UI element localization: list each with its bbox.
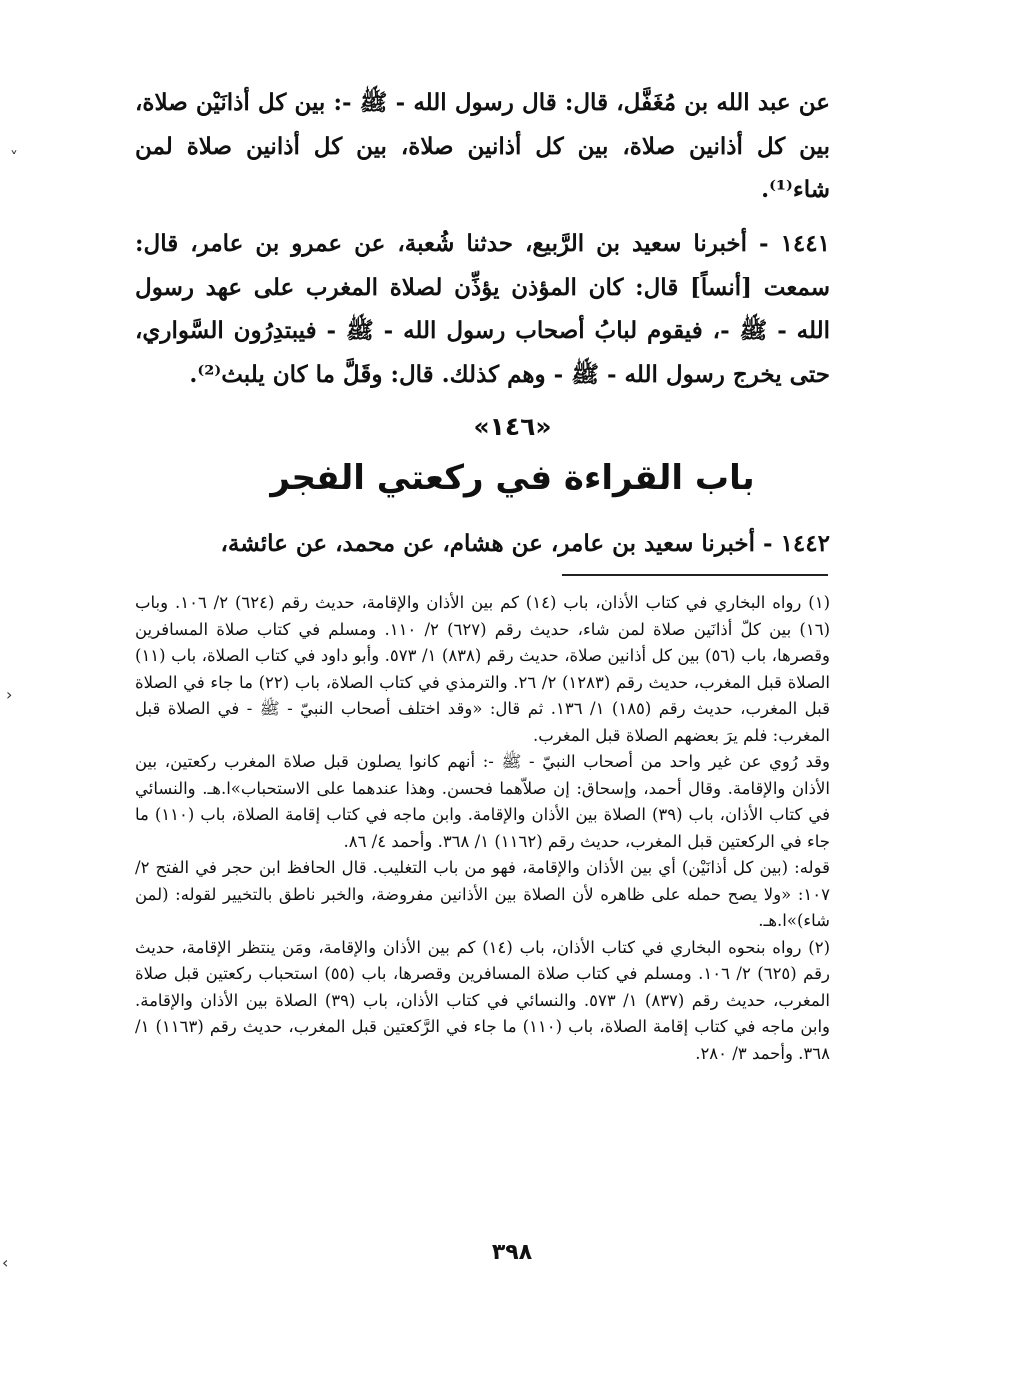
scan-speck-mark: ‹ — [2, 1253, 9, 1272]
page-number: ٣٩٨ — [491, 1240, 533, 1265]
footnote-1-continued: وقد رُوي عن غير واحد من أصحاب النبيّ - ﷺ -: أنهم كانوا يصلون قبل صلاة المغرب ركعتين، بين الأذان والإقامة. وقال أحمد، وإسحاق: إن صلاّهما فحسن. وهذا عندهما على الاستحباب»ا.هـ. والنسائي في كتاب الأذان، باب (٣٩) الصلاة بين الأذان والإقامة. وابن ماجه في كتاب إقامة الصلاة، باب (١١٠) ما جاء في الركعتين قبل المغرب، حديث رقم (١١٦٢) ١/ ٣٦٨. وأحمد ٤/ ٨٦. — [135, 752, 830, 851]
chapter-number: «١٤٦» — [473, 412, 552, 441]
footnote-1-commentary: قوله: (بين كل أذانَيْن) أي بين الأذان والإقامة، فهو من باب التغليب. قال الحافظ ابن حجر في الفتح ٢/ ١٠٧: «ولا يصح حمله على ظاهره لأن الصلاة بين الأذانين مفروضة، والخبر ناطق بالتخيير لقوله: (لمن شاء)»ا.هـ. — [135, 858, 830, 930]
hadith-paragraph-1: عن عبد الله بن مُغَفَّل، قال: قال رسول الله - ﷺ -: بين كل أذانَيْن صلاة، بين كل أذانين صلاة، بين كل أذانين صلاة، بين كل أذانين صلاة لمن شاء⁽¹⁾. — [135, 89, 830, 203]
hadith-paragraph-1442: ١٤٤٢ - أخبرنا سعيد بن عامر، عن هشام، عن محمد، عن عائشة، — [220, 530, 830, 557]
footnotes-section — [135, 590, 830, 1067]
footnote-2: (٢) رواه بنحوه البخاري في كتاب الأذان، باب (١٤) كم بين الأذان والإقامة، ومَن ينتظر الإقامة، حديث رقم (٦٢٥) ٢/ ١٠٦. ومسلم في كتاب صلاة المسافرين وقصرها، باب (٥٥) استحباب ركعتين قبل صلاة المغرب، حديث رقم (٨٣٧) ١/ ٥٧٣. والنسائي في كتاب الأذان، باب (٣٩) الصلاة بين الأذان والإقامة. وابن ماجه في كتاب إقامة الصلاة، باب (١١٠) ما جاء في الرَّكعتين قبل المغرب، حديث رقم (١١٦٣) ١/ ٣٦٨. وأحمد ٣/ ٢٨٠. — [135, 937, 831, 1063]
scan-speck-mark: ˅ — [10, 148, 18, 167]
chapter-title: باب القراءة في ركعتي الفجر — [270, 458, 755, 498]
footnote-1: (١) رواه البخاري في كتاب الأذان، باب (١٤) كم بين الأذان والإقامة، حديث رقم (٦٢٤) ٢/ ١٠٦. وباب (١٦) بين كلّ أذانَين صلاة لمن شاء، حديث رقم (٦٢٧) ٢/ ١١٠. ومسلم في كتاب صلاة المسافرين وقصرها، باب (٥٦) بين كل أذانين صلاة، حديث رقم (٨٣٨) ١/ ٥٧٣. وأبو داود في كتاب الصلاة، باب (١١) الصلاة قبل المغرب، حديث رقم (١٢٨٣) ٢/ ٢٦. والترمذي في كتاب الصلاة، باب (٢٢) ما جاء في الصلاة قبل المغرب، حديث رقم (١٨٥) ١/ ١٣٦. ثم قال: «وقد اختلف أصحاب النبيّ - ﷺ - في الصلاة قبل المغرب: فلم يرَ بعضهم الصلاة قبل المغرب. — [135, 593, 831, 745]
scan-speck-mark: › — [6, 685, 13, 704]
hadith-paragraph-1441: ١٤٤١ - أخبرنا سعيد بن الرَّبيع، حدثنا شُعبة، عن عمرو بن عامر، قال: سمعت [أنساً] قال: كان المؤذن يؤذِّن لصلاة المغرب على عهد رسول الله - ﷺ -، فيقوم لبابُ أصحاب رسول الله - ﷺ - فيبتدِرُون السَّواري، حتى يخرج رسول الله - ﷺ - وهم كذلك. قال: وقَلَّ ما كان يلبث⁽²⁾. — [135, 230, 830, 388]
footnote-separator — [562, 574, 828, 576]
